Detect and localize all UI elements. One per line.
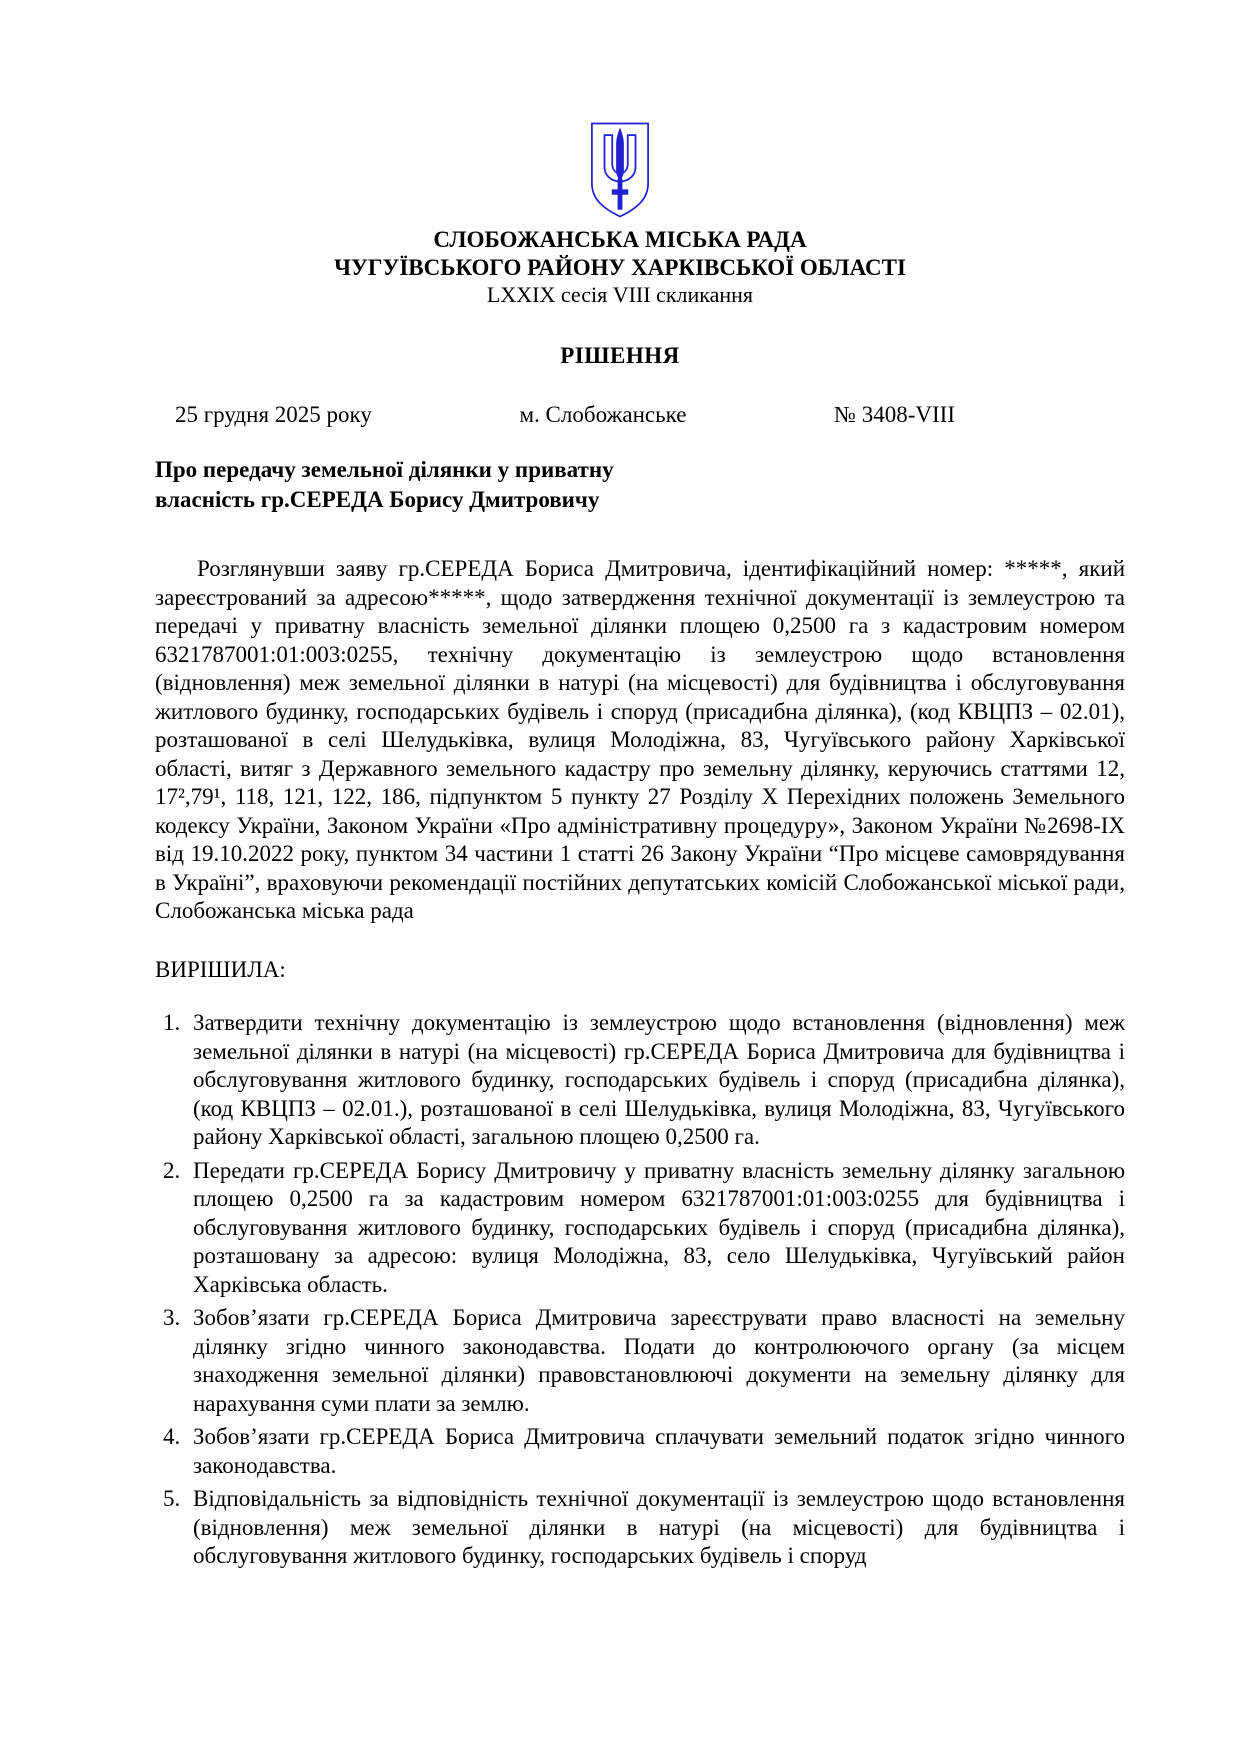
decision-date: 25 грудня 2025 року (175, 402, 372, 427)
subject-line-1: Про передачу земельної ділянки у приватну (155, 457, 614, 482)
decision-item-1 (163, 1009, 1125, 1152)
item-number: 2. (163, 1157, 181, 1183)
preamble-paragraph: Розглянувши заяву гр.СЕРЕДА Бориса Дмитровича, ідентифікаційний номер: *****, який зареєстрований за адресою*****, щодо затвердження технічної документації із землеустрою та передачі у приватну власність земельної ділянки площею 0,2500 га з кадастровим номером 6321787001:01:003:0255, технічну документацію із землеустрою щодо встановлення (відновлення) меж земельної ділянки в натурі (на місцевості) для будівництва і обслуговування житлового будинку, господарських будівель і споруд (присадибна ділянка), (код КВЦПЗ – 02.01), розташованої в селі Шелудьківка, вулиця Молодіжна, 83, Чугуївського району Харківської області, витяг з Державного земельного кадастру про земельну ділянку, керуючись статтями 12, 17²,79¹, 118, 121, 122, 186, підпунктом 5 пункту 27 Розділу X Перехідних положень Земельного кодексу України, Законом України «Про адміністративну процедуру», Законом України №2698-IX від 19.10.2022 року, пунктом 34 частини 1 статті 26 Закону України “Про місцеве самоврядування в Україні”, враховуючи рекомендації постійних депутатських комісій Слобожанської міської ради, Слобожанська міська рада (155, 556, 1125, 923)
trident-shield-graphic (589, 120, 651, 220)
council-name-line1: СЛОБОЖАНСЬКА МІСЬКА РАДА (433, 227, 807, 252)
ukraine-trident-icon (589, 120, 651, 220)
item-number: 3. (163, 1305, 181, 1330)
decision-item-4 (163, 1423, 1125, 1480)
session-info: LXXIX сесія VIII скликання (486, 282, 754, 307)
item-number: 5. (163, 1486, 181, 1511)
item-number: 4. (163, 1424, 181, 1449)
decision-number: № 3408-VIII (834, 402, 955, 427)
document-body (155, 400, 1125, 1571)
item-number: 1. (163, 1010, 181, 1035)
resolved-heading: ВИРІШИЛА: (155, 956, 286, 982)
decision-item-2 (163, 1157, 1125, 1300)
decision-meta-row (155, 400, 1125, 429)
item-text: Зобов’язати гр.СЕРЕДА Бориса Дмитровича зареєструвати право власності на земельну ділянку згідно чинного законодавства. Подати до контролюючого органу (за місцем знаходження земельної ділянки) правовстановлюючі документи на земельну ділянку для нарахування суми плати за землю. (193, 1305, 1125, 1416)
decision-subject (155, 455, 1125, 515)
subject-line-2: власність гр.СЕРЕДА Борису Дмитровичу (155, 487, 600, 512)
item-text: Відповідальність за відповідність технічної документації із землеустрою щодо встановлення (відновлення) меж земельної ділянки в натурі (на місцевості) для будівництва і обслуговування житлового будинку, господарських будівель і споруд (193, 1486, 1125, 1568)
decision-item-5 (163, 1485, 1125, 1571)
decision-items-list (163, 1009, 1125, 1571)
council-name-line2: ЧУГУЇВСЬКОГО РАЙОНУ ХАРКІВСЬКОЇ ОБЛАСТІ (334, 255, 906, 280)
decision-item-3 (163, 1304, 1125, 1418)
item-text: Затвердити технічну документацію із землеустрою щодо встановлення (відновлення) меж земельної ділянки в натурі (на місцевості) гр.СЕРЕДА Бориса Дмитровича для будівництва і обслуговування житлового будинку, господарських будівель і споруд (присадибна ділянка), (код КВЦПЗ – 02.01.), розташованої в селі Шелудьківка, вулиця Молодіжна, 83, Чугуївського району Харківської області, загальною площею 0,2500 га. (193, 1010, 1125, 1149)
item-text: Передати гр.СЕРЕДА Борису Дмитровичу у приватну власність земельну ділянку загальною площею 0,2500 га за кадастровим номером 6321787001:01:003:0255 для будівництва і обслуговування житлового будинку, господарських будівель і споруд (присадибна ділянка), розташовану за адресою: вулиця Молодіжна, 83, село Шелудьківка, Чугуївський район Харківська область. (193, 1157, 1125, 1297)
item-text: Зобов’язати гр.СЕРЕДА Бориса Дмитровича сплачувати земельний податок згідно чинного законодавства. (193, 1424, 1125, 1478)
document-type-title: РІШЕННЯ (560, 343, 680, 368)
decision-place: м. Слобожанське (519, 402, 687, 427)
